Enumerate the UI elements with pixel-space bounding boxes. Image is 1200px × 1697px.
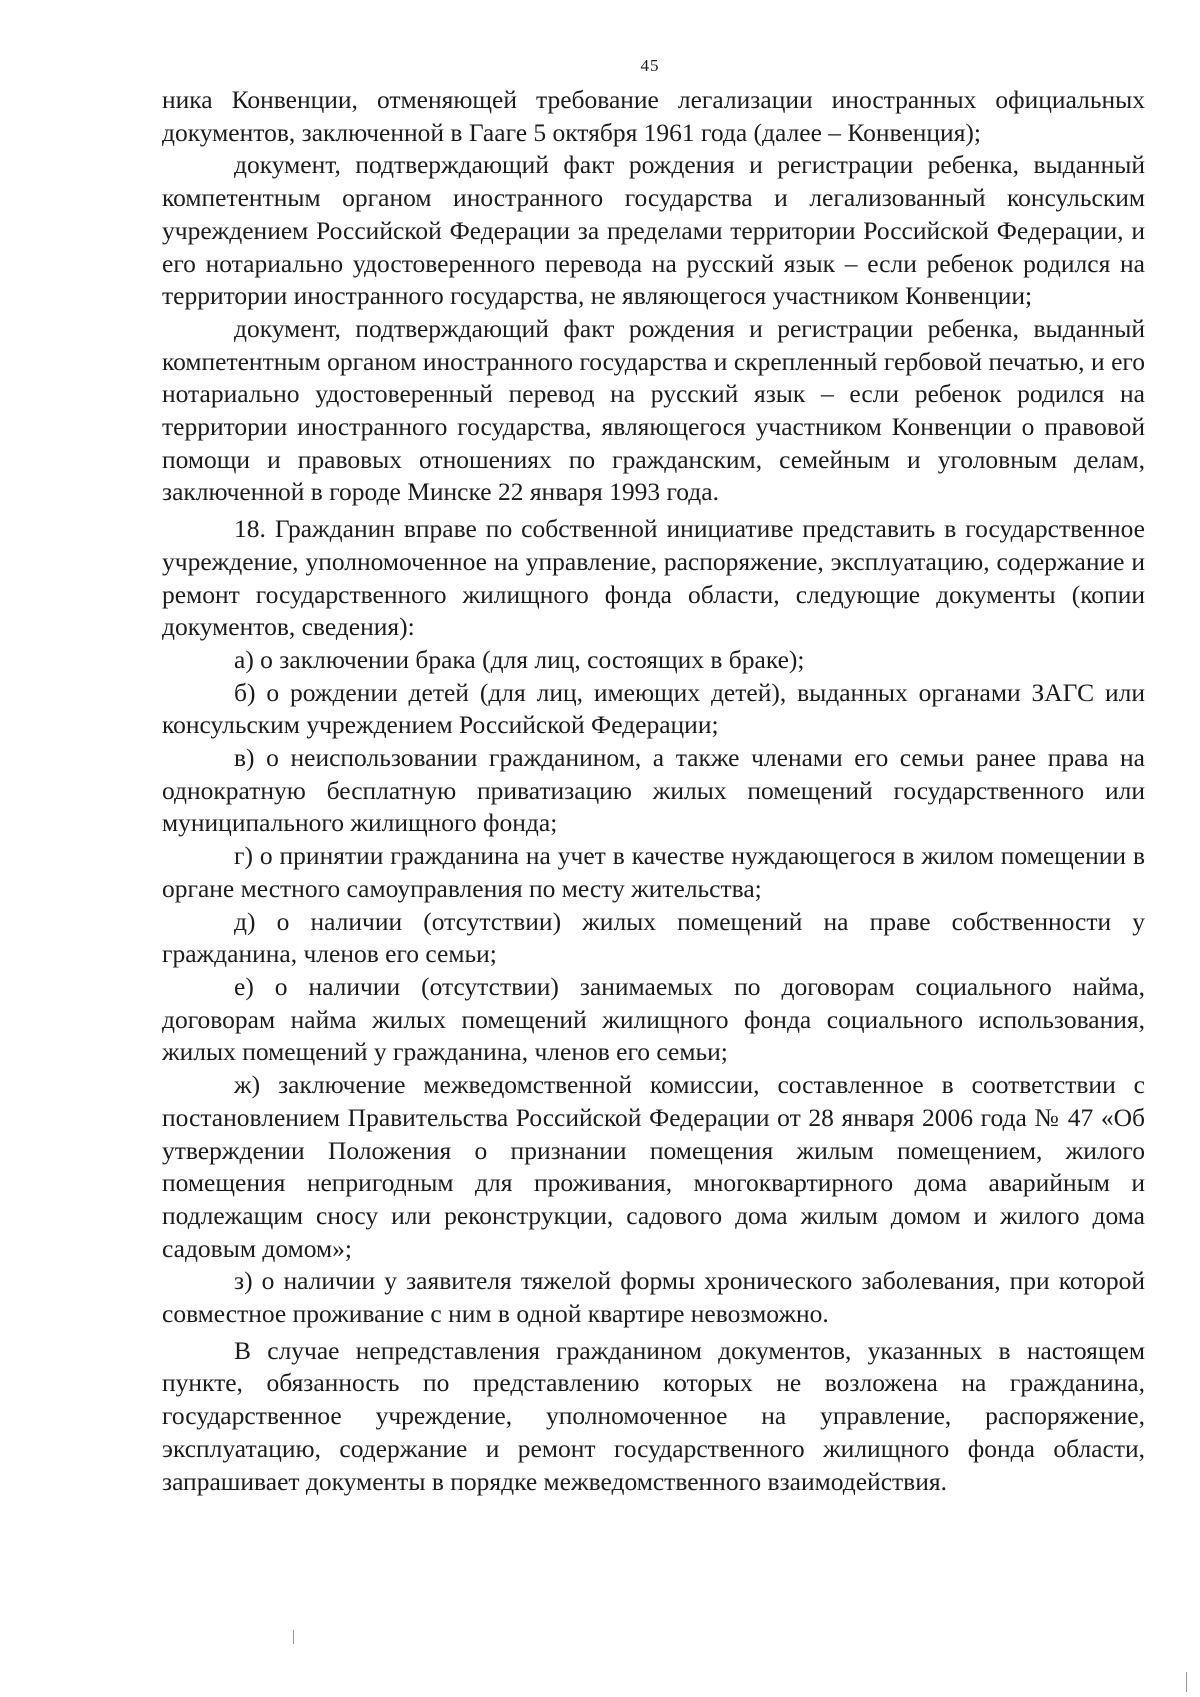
paragraph-birth-document-legalized: документ, подтверждающий факт рождения и регистрации ребенка, выданный компетентным органом иностранного государства и легализованный консульским учреждением Российской Федерации за пределами территории Российской Федерации, и его нотариально удостоверенного перевода на русский язык – если ребенок родился на территории иностранного государства, не являющегося участником Конвенции; — [162, 150, 1145, 311]
list-item-d-property: д) о наличии (отсутствии) жилых помещений на праве собственности у гражданина, членов его семьи; — [162, 906, 1145, 969]
paragraph-convention-continuation: ника Конвенции, отменяющей требование легализации иностранных официальных документов, заключенной в Гааге 5 октября 1961 года (далее – Конвенция); — [162, 85, 1145, 147]
list-item-g-housing-registration: г) о принятии гражданина на учет в качестве нуждающегося в жилом помещении в органе местного самоуправления по месту жительства; — [162, 841, 1145, 903]
list-item-zh-commission-conclusion: ж) заключение межведомственной комиссии, составленное в соответствии с постановлением Правительства Российской Федерации от 28 января 2006 года № 47 «Об утверждении Положения о признании помещения жилым помещением, жилого помещения непригодным для проживания, многоквартирного дома аварийным и подлежащим сносу или реконструкции, садового дома жилым домом и жилого дома садовым домом»; — [162, 1070, 1145, 1263]
scan-artifact-line — [293, 1630, 294, 1644]
list-item-e-social-lease: е) о наличии (отсутствии) занимаемых по договорам социального найма, договорам найма жилых помещений жилищного фонда социального использования, жилых помещений у гражданина, членов его семьи; — [162, 971, 1145, 1067]
list-item-a-marriage: а) о заключении брака (для лиц, состоящих в браке); — [234, 644, 805, 674]
paragraph-birth-document-minsk-convention: документ, подтверждающий факт рождения и регистрации ребенка, выданный компетентным органом иностранного государства и скрепленный гербовой печатью, и его нотариально удостоверенный перевод на русский язык – если ребенок родился на территории иностранного государства, являющегося участником Конвенции о правовой помощи и правовых отношениях по гражданским, семейным и уголовным делам, заключенной в городе Минске 22 января 1993 года. — [162, 313, 1145, 507]
scan-artifact-line — [1186, 1672, 1187, 1692]
paragraph-item-18: 18. Гражданин вправе по собственной инициативе представить в государственное учреждение, уполномоченное на управление, распоряжение, эксплуатацию, содержание и ремонт государственного жилищного фонда области, следующие документы (копии документов, сведения): — [162, 514, 1145, 642]
paragraph-interagency-request: В случае непредставления гражданином документов, указанных в настоящем пункте, обязанность по представлению которых не возложена на гражданина, государственное учреждение, уполномоченное на управление, распоряжение, эксплуатацию, содержание и ремонт государственного жилищного фонда области, запрашивает документы в порядке межведомственного взаимодействия. — [162, 1335, 1145, 1496]
list-item-v-privatization: в) о неиспользовании гражданином, а также членами его семьи ранее права на однократную бесплатную приватизацию жилых помещений государственного или муниципального жилищного фонда; — [162, 743, 1145, 838]
list-item-z-chronic-disease: з) о наличии у заявителя тяжелой формы хронического заболевания, при которой совместное проживание с ним в одной квартире невозможно. — [162, 1266, 1145, 1329]
list-item-b-birth-children: б) о рождении детей (для лиц, имеющих детей), выданных органами ЗАГС или консульским учреждением Российской Федерации; — [162, 677, 1145, 740]
document-body — [162, 84, 1145, 1498]
page-number: 45 — [640, 56, 660, 75]
